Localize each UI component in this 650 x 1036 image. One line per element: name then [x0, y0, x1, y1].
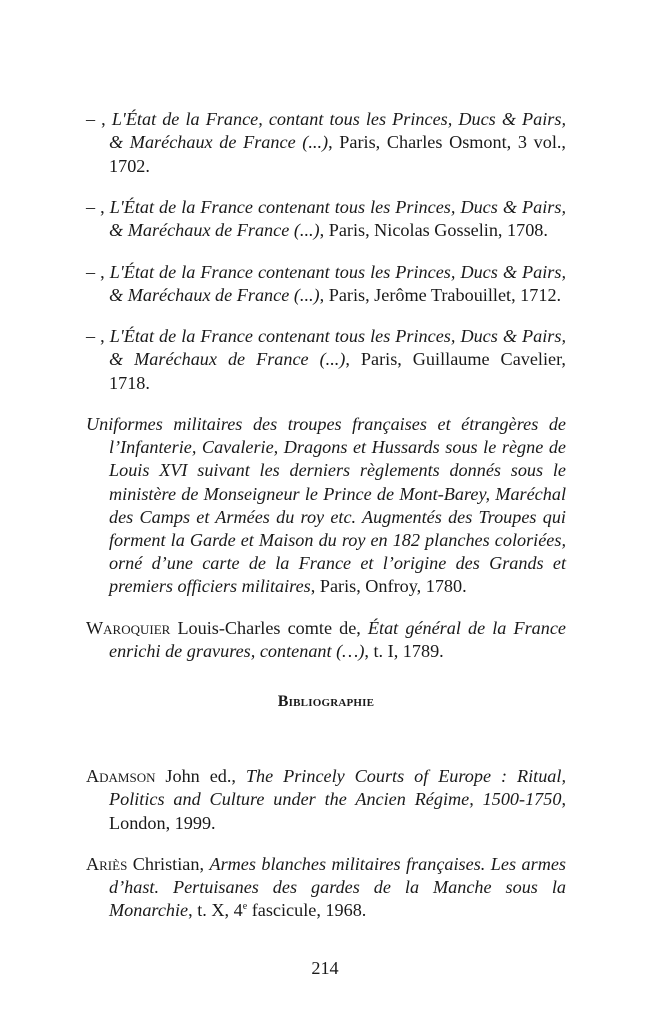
bibliography-entry [86, 196, 566, 242]
entry-author: Adamson [86, 766, 156, 787]
bibliography-entry [86, 413, 566, 599]
entry-details: , London, 1999. [109, 789, 566, 833]
entry-details-end: fascicule, 1968. [247, 900, 367, 921]
bibliography-entry [86, 765, 566, 835]
entry-details: , Paris, Charles Osmont, 3 vol., 1702. [109, 132, 566, 176]
document-page [86, 90, 566, 935]
superscript: e [242, 901, 248, 913]
entry-details: , Paris, Guillaume Cavelier, 1718. [109, 349, 566, 393]
entry-dash: – , [86, 261, 110, 282]
entry-title: L'État de la France contenant tous les Princes, Ducs & Pairs, & Maréchaux de France (...) [109, 261, 566, 305]
entry-details: , t. I, 1789. [364, 640, 444, 661]
bibliography-entry [86, 261, 566, 307]
entry-title: The Princely Courts of Europe : Ritual, Politics and Culture under the Ancien Régime, 1500-1750 [109, 766, 566, 810]
bibliography-entry [86, 617, 566, 663]
entry-title: L'État de la France contenant tous les Princes, Ducs & Pairs, & Maréchaux de France (...) [109, 326, 566, 370]
entry-details: , t. X, 4 [188, 900, 243, 921]
section-heading: Bibliographie [277, 693, 375, 711]
entry-dash: – , [86, 196, 110, 217]
entry-author-rest: John ed., [155, 766, 246, 787]
bibliography-entry [86, 108, 566, 178]
entry-title: État général de la France enrichi de gravures, contenant (…) [109, 617, 566, 661]
entry-title: Uniformes militaires des troupes françaises et étrangères de l’Infanterie, Cavalerie, Dragons et Hussards sous le règne de Louis XVI suivant les derniers règlements donnés sous le ministère de Monseigneur le Prince de Mont-Barey, Maréchal des Camps et Armées du roy etc. Augmentés des Troupes qui forment la Garde et Maison du roy en 182 planches coloriées, orné d’une carte de la France et l’origine des Grands et premiers officiers militaires [86, 413, 566, 597]
entry-author: Ariès [86, 853, 128, 874]
entry-title: L'État de la France, contant tous les Princes, Ducs & Pairs, & Maréchaux de France (...) [109, 109, 567, 153]
entry-title: L'État de la France contenant tous les Princes, Ducs & Pairs, & Maréchaux de France (...) [109, 196, 566, 241]
entry-title: Armes blanches militaires françaises. Les armes d’hast. Pertuisanes des gardes de la Manche sous la Monarchie [109, 853, 566, 921]
entry-details: , Paris, Onfroy, 1780. [310, 576, 467, 597]
entry-author-rest: Christian, [127, 853, 210, 874]
entry-details: , Paris, Jerôme Trabouillet, 1712. [319, 284, 562, 305]
bibliography-entry [86, 325, 566, 395]
page-number: 214 [311, 958, 339, 978]
bibliography-entry [86, 853, 566, 923]
entry-dash: – , [86, 109, 112, 130]
entry-details: , Paris, Nicolas Gosselin, 1708. [319, 220, 548, 241]
entry-dash: – , [86, 326, 110, 347]
entry-author: Waroquier [86, 617, 171, 638]
entry-author-rest: Louis-Charles comte de, [170, 617, 368, 638]
